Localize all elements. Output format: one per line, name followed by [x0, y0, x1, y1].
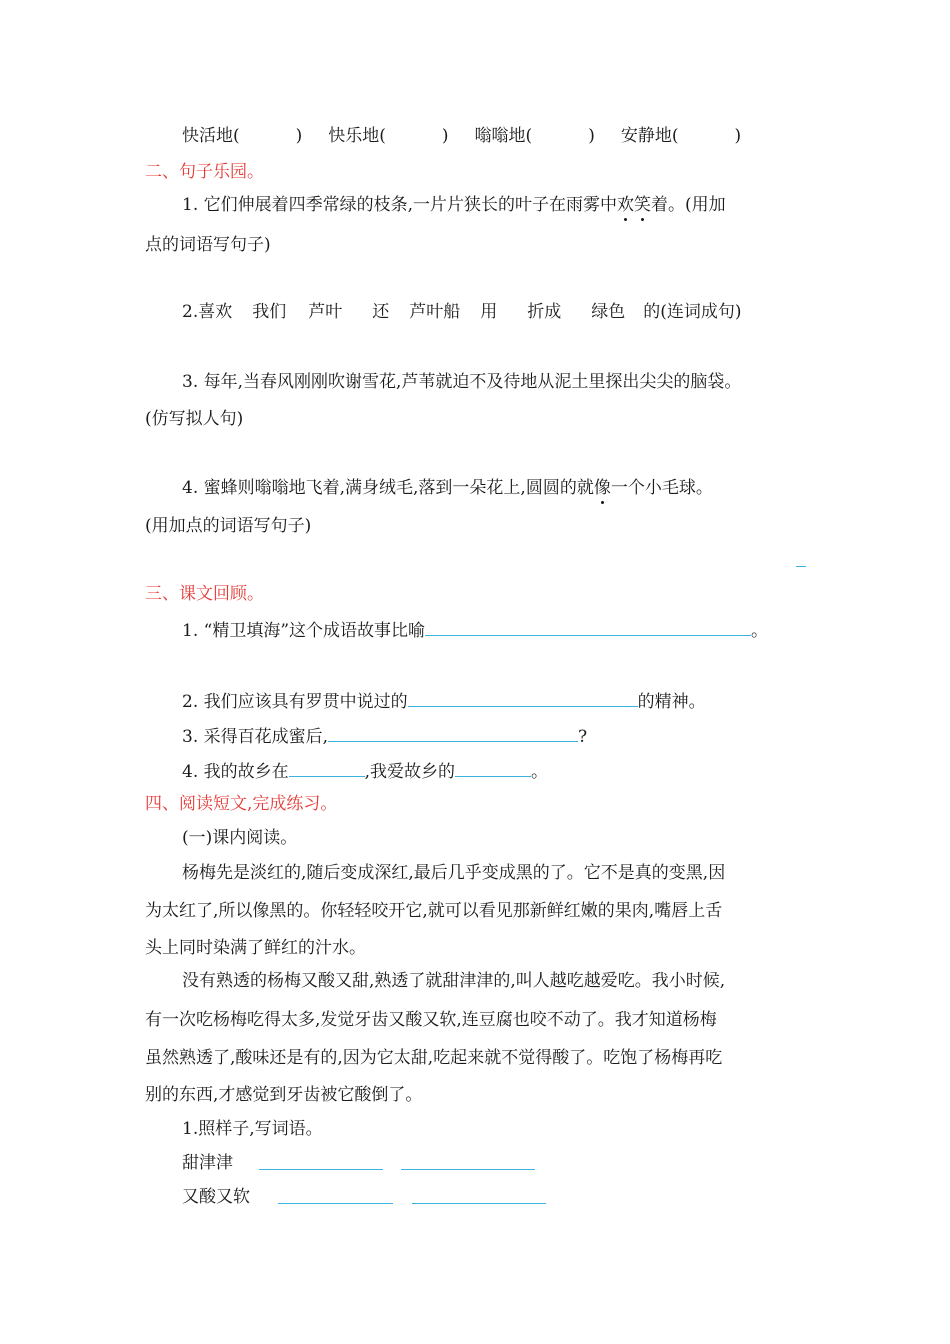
word-kuaihuo: 快活地(	[182, 126, 240, 146]
answer-blank[interactable]	[289, 758, 365, 777]
passage-p1-line3: 头上同时染满了鲜红的汁水。	[145, 938, 366, 958]
sec3-q4: 4. 我的故乡在 ,我爱故乡的 。	[182, 758, 548, 784]
dotted-char: 笑	[634, 195, 652, 215]
sec2-q2-words: 2.喜欢 我们 芦叶 还 芦叶船 用 折成 绿色 的(连词成句)	[182, 302, 742, 322]
adverb-fill-row: 快活地( ) 快乐地( ) 嗡嗡地( ) 安静地( )	[182, 126, 742, 146]
passage-p2-line4: 别的东西,才感觉到牙齿被它酸倒了。	[145, 1085, 423, 1105]
answer-blank[interactable]	[259, 1169, 383, 1170]
sec4-sub-title: (一)课内阅读。	[182, 828, 298, 848]
section-2-title: 二、句子乐园。	[145, 162, 264, 182]
word-wengweng: 嗡嗡地(	[474, 126, 533, 146]
example-word-2: 又酸又软	[182, 1187, 250, 1207]
passage-p2-line1: 没有熟透的杨梅又酸又甜,熟透了就甜津津的,叫人越吃越爱吃。我小时候,	[182, 971, 726, 991]
section-4-title: 四、阅读短文,完成练习。	[145, 794, 338, 814]
dotted-char: 像	[593, 478, 611, 498]
dotted-char: 欢	[617, 195, 635, 215]
answer-blank[interactable]	[455, 758, 531, 777]
sec2-q4-line1: 4. 蜜蜂则嗡嗡地飞着,满身绒毛,落到一朵花上,圆圆的就像一个小毛球。	[182, 478, 713, 498]
answer-blank[interactable]	[425, 617, 751, 636]
passage-p2-line2: 有一次吃杨梅吃得太多,发觉牙齿又酸又软,连豆腐也咬不动了。我才知道杨梅	[145, 1010, 717, 1030]
word-kuaile: 快乐地(	[328, 126, 386, 146]
sec4-q1: 1.照样子,写词语。	[182, 1119, 323, 1139]
sec2-q3-line2: (仿写拟人句)	[145, 409, 244, 429]
answer-blank[interactable]	[328, 723, 578, 742]
answer-line-stub[interactable]	[796, 566, 806, 567]
sec3-q3: 3. 采得百花成蜜后, ?	[182, 723, 587, 749]
sec2-q3-line1: 3. 每年,当春风刚刚吹谢雪花,芦苇就迫不及待地从泥土里探出尖尖的脑袋。	[182, 372, 742, 392]
word-anjing: 安静地(	[620, 126, 679, 146]
answer-blank[interactable]	[278, 1203, 393, 1204]
section-3-title: 三、课文回顾。	[145, 584, 264, 604]
sec3-q2: 2. 我们应该具有罗贯中说过的 的精神。	[182, 688, 706, 714]
example-word-1: 甜津津	[182, 1153, 233, 1173]
sec2-q1-line2: 点的词语写句子)	[145, 235, 271, 255]
answer-blank[interactable]	[412, 1203, 546, 1204]
sec2-q1-line1: 1. 它们伸展着四季常绿的枝条,一片片狭长的叶子在雨雾中欢笑着。(用加	[182, 195, 726, 215]
answer-blank[interactable]	[408, 688, 638, 707]
sec3-q1: 1. “精卫填海”这个成语故事比喻 。	[182, 617, 768, 643]
passage-p2-line3: 虽然熟透了,酸味还是有的,因为它太甜,吃起来就不觉得酸了。吃饱了杨梅再吃	[145, 1048, 723, 1068]
passage-p1-line1: 杨梅先是淡红的,随后变成深红,最后几乎变成黑的了。它不是真的变黑,因	[182, 863, 726, 883]
passage-p1-line2: 为太红了,所以像黑的。你轻轻咬开它,就可以看见那新鲜红嫩的果肉,嘴唇上舌	[145, 901, 723, 921]
answer-blank[interactable]	[401, 1169, 535, 1170]
sec2-q4-line2: (用加点的词语写句子)	[145, 516, 312, 536]
